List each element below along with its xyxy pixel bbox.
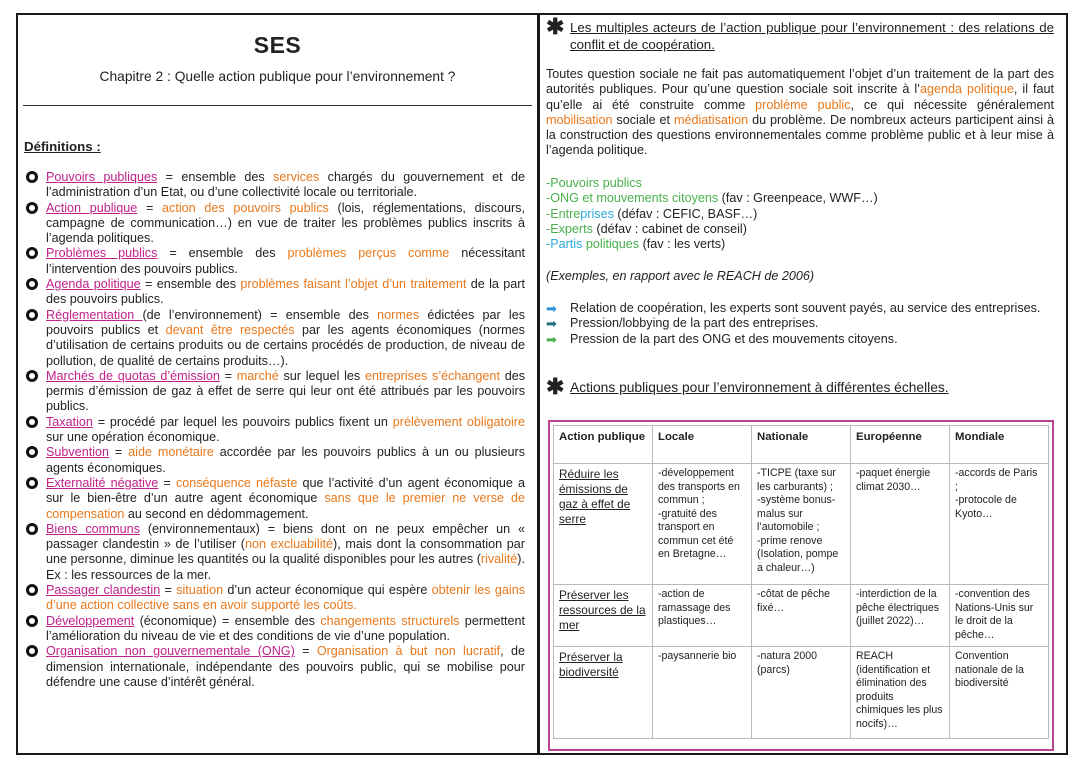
text-run: = bbox=[137, 200, 163, 215]
text-run: Organisation à but non lucratif bbox=[316, 644, 501, 659]
text-run: sur une opération économique. bbox=[46, 430, 220, 445]
page-title: SES bbox=[253, 32, 302, 58]
text-run: = bbox=[294, 644, 317, 659]
text-run: entreprises s’échangent bbox=[364, 368, 500, 383]
text-run: de la part des pouvoirs publics. bbox=[46, 277, 525, 307]
text-run: (défav : CEFIC, BASF…) bbox=[613, 206, 758, 221]
term-label: Développement bbox=[46, 613, 135, 628]
bullet-icon bbox=[26, 523, 38, 535]
text-run: -Partis bbox=[546, 237, 586, 252]
text-run: ). Ex : les ressources de la mer. bbox=[46, 552, 525, 582]
table-row-header: Réduire les émissions de gaz à effet de serre bbox=[554, 464, 653, 585]
actor-item bbox=[546, 191, 878, 206]
left-panel bbox=[16, 13, 539, 755]
actor-item bbox=[546, 222, 878, 237]
asterisk-icon: ✱ bbox=[546, 14, 565, 39]
term-label: Externalité négative bbox=[46, 475, 159, 490]
examples-note: (Exemples, en rapport avec le REACH de 2006) bbox=[546, 269, 815, 283]
definition-item bbox=[26, 415, 525, 446]
section-heading-scales bbox=[546, 374, 1054, 399]
text-run: -Entre bbox=[546, 206, 581, 221]
bullet-icon bbox=[26, 615, 38, 627]
bullet-icon bbox=[26, 171, 38, 183]
chapter-title: Chapitre 2 : Quelle action publique pour l’environnement ? bbox=[99, 69, 456, 84]
text-run: action des pouvoirs publics bbox=[162, 200, 329, 215]
arrow-right-icon: ➡ bbox=[546, 301, 557, 316]
term-label: Réglementation bbox=[46, 307, 143, 322]
definition-item bbox=[26, 445, 525, 476]
term-label: Marchés de quotas d’émission bbox=[46, 368, 220, 383]
text-run: (lois, réglementations, discours, campagne de communication…) en vue de traiter les problèmes publics inscrits à l’agenda politiques. bbox=[46, 200, 525, 246]
text-run: agenda politique bbox=[919, 82, 1014, 97]
table-body bbox=[554, 464, 1049, 739]
actions-table bbox=[553, 425, 1049, 739]
intro-paragraph bbox=[546, 67, 1054, 159]
text-run: (fav : Greenpeace, WWF…) bbox=[718, 191, 878, 206]
relations-list bbox=[546, 301, 1054, 347]
actor-item bbox=[546, 207, 878, 222]
text-run: (défav : cabinet de conseil) bbox=[592, 221, 747, 236]
text-run: = ensemble des bbox=[140, 277, 241, 292]
table-row bbox=[554, 647, 1049, 739]
table-cell: -interdiction de la pêche électriques (juillet 2022)… bbox=[851, 585, 950, 647]
text-run: au second en dédommagement. bbox=[124, 506, 309, 521]
text-run: des permis d’émission de gaz à effet de serre qui leur ont été attribués par les pouvoirs publics. bbox=[46, 368, 526, 414]
divider bbox=[23, 105, 532, 106]
asterisk-icon: ✱ bbox=[546, 374, 565, 399]
definition-item bbox=[26, 476, 525, 522]
bullet-icon bbox=[26, 584, 38, 596]
actor-item bbox=[546, 237, 878, 252]
relation-text: Pression/lobbying de la part des entreprises. bbox=[570, 316, 819, 331]
text-run: = ensemble des bbox=[157, 246, 288, 261]
bullet-icon bbox=[26, 645, 38, 657]
table-cell: REACH (identification et élimination des produits chimiques les plus nocifs)… bbox=[851, 647, 950, 739]
text-run: obtenir les gains d’une action collective sans en avoir supporté les coûts. bbox=[46, 583, 525, 613]
bullet-icon bbox=[26, 309, 38, 321]
text-run: politiques bbox=[585, 237, 640, 252]
term-label: Problèmes publics bbox=[46, 246, 158, 261]
term-label: Organisation non gouvernementale (ONG) bbox=[46, 644, 295, 659]
text-run: Toutes question sociale ne fait pas automatiquement l’objet d’un traitement de la part des autorités publiques. Pour qu’une question sociale soit inscrite à l’ bbox=[546, 67, 1054, 97]
definition-item bbox=[26, 644, 525, 690]
text-run: édictées par les pouvoirs publics et bbox=[46, 307, 525, 337]
text-run: conséquence néfaste bbox=[175, 475, 298, 490]
table-cell: -paysannerie bio bbox=[653, 647, 752, 739]
relation-item bbox=[546, 332, 1054, 347]
term-label: Subvention bbox=[46, 445, 110, 460]
table-row bbox=[554, 585, 1049, 647]
definitions-heading: Définitions : bbox=[24, 139, 101, 154]
text-run: prises bbox=[580, 206, 614, 221]
text-run: accordée par les pouvoirs publics à un ou plusieurs agents économiques. bbox=[46, 445, 526, 475]
text-run: (de l’environnement) = ensemble des bbox=[142, 307, 378, 322]
text-run: = bbox=[160, 583, 177, 598]
definition-item bbox=[26, 583, 525, 614]
table-cell: -paquet énergie climat 2030… bbox=[851, 464, 950, 585]
table-cell: -côtat de pêche fixé… bbox=[752, 585, 851, 647]
table-row bbox=[554, 464, 1049, 585]
definition-item bbox=[26, 170, 525, 201]
definition-item bbox=[26, 277, 525, 308]
table-cell: -développement des transports en commun ; -gratuité des transport en commun cet été en Bretagne… bbox=[653, 464, 752, 585]
definition-item bbox=[26, 201, 525, 247]
text-run: (fav : les verts) bbox=[639, 237, 726, 252]
text-run: -ONG et mouvements citoyens bbox=[546, 191, 719, 206]
text-run: médiatisation bbox=[673, 112, 749, 127]
text-run: = bbox=[158, 475, 176, 490]
actors-list bbox=[546, 176, 878, 252]
text-run: d’un acteur économique qui espère bbox=[223, 583, 432, 598]
table-row-header: Préserver la biodiversité bbox=[554, 647, 653, 739]
relation-item bbox=[546, 301, 1054, 316]
relation-item bbox=[546, 316, 1054, 331]
section-title: Les multiples acteurs de l’action publique pour l’environnement : des relations de conflit et de coopération. bbox=[570, 20, 1054, 52]
text-run: (économique) = ensemble des bbox=[134, 613, 321, 628]
text-run: que l’activité d’un agent économique a sur le bien-être d’un autre agent économique bbox=[46, 475, 526, 506]
text-run: situation bbox=[176, 583, 224, 598]
text-run: marché bbox=[236, 368, 279, 383]
text-run: sans que le premier ne verse de compensation bbox=[46, 491, 525, 521]
section-title: Actions publiques pour l’environnement à différentes échelles. bbox=[570, 380, 949, 395]
term-label: Pouvoirs publiques bbox=[46, 170, 158, 184]
text-run: = bbox=[109, 445, 129, 460]
text-run: = bbox=[219, 368, 237, 383]
text-run: , ce qui nécessite généralement bbox=[850, 97, 1054, 112]
text-run: ), mais dont la consommation par une personne, diminue les quantités ou la qualité disponibles pour les autres ( bbox=[46, 537, 525, 567]
text-run: aide monétaire bbox=[128, 445, 214, 460]
text-run: = procédé par lequel les pouvoirs publics fixent un bbox=[92, 414, 393, 429]
text-run: par les agents économiques (normes d’utilisation de certains produits ou de certains procédés de production, de niveau de pollution, de qualité de certains produits…). bbox=[46, 322, 525, 368]
bullet-icon bbox=[26, 278, 38, 290]
table-row-header: Préserver les ressources de la mer bbox=[554, 585, 653, 647]
table-header-row bbox=[554, 426, 1049, 464]
text-run: non excluabilité bbox=[245, 537, 333, 552]
relation-text: Pression de la part des ONG et des mouvements citoyens. bbox=[570, 331, 898, 346]
table-cell: -accords de Paris ; -protocole de Kyoto… bbox=[950, 464, 1049, 585]
term-label: Passager clandestin bbox=[46, 583, 161, 598]
relation-text: Relation de coopération, les experts sont souvent payés, au service des entreprises. bbox=[570, 301, 1041, 315]
text-run: sur lequel les bbox=[278, 368, 365, 383]
text-run: -Experts bbox=[546, 221, 593, 236]
text-run: du problème. De nombreux acteurs participent ainsi à la construction des questions environnementales comme problème public et à leur mise à l’agenda politique. bbox=[546, 112, 1054, 158]
text-run: rivalité bbox=[480, 552, 518, 567]
definition-item bbox=[26, 246, 525, 277]
table-header-cell: Mondiale bbox=[950, 426, 1049, 464]
text-run: = ensemble des bbox=[157, 170, 274, 184]
arrow-right-icon: ➡ bbox=[546, 316, 557, 332]
text-run: problèmes faisant l’objet d’un traitement bbox=[240, 277, 467, 292]
text-run: sociale et bbox=[612, 112, 674, 127]
bullet-icon bbox=[26, 446, 38, 458]
section-heading-actors bbox=[546, 14, 1054, 53]
text-run: , il faut qu’elle ai été construite comme bbox=[546, 82, 1054, 112]
bullet-icon bbox=[26, 202, 38, 214]
text-run: permettent l’amélioration du niveau de vie et des conditions de vie d’une population. bbox=[46, 613, 526, 643]
term-label: Action publique bbox=[46, 200, 138, 215]
table-header-cell: Locale bbox=[653, 426, 752, 464]
actions-table-frame bbox=[548, 420, 1054, 751]
table-header-cell: Européenne bbox=[851, 426, 950, 464]
bullet-icon bbox=[26, 477, 38, 489]
term-label: Agenda politique bbox=[46, 277, 141, 292]
definition-item bbox=[26, 308, 525, 369]
text-run: , de dimension internationale, indépendante des pouvoirs public, qui se mobilise pour défendre une cause d’intérêt général. bbox=[46, 644, 525, 689]
term-label: Biens communs bbox=[46, 521, 140, 536]
arrow-right-icon: ➡ bbox=[546, 331, 557, 347]
definition-item bbox=[26, 369, 525, 415]
table-cell: Convention nationale de la biodiversité bbox=[950, 647, 1049, 739]
text-run: -Pouvoirs publics bbox=[546, 176, 642, 190]
text-run: (environnementaux) = biens dont on ne peux empêcher un « passager clandestin » de l’utiliser ( bbox=[46, 521, 525, 552]
definition-item bbox=[26, 522, 525, 583]
actor-item bbox=[546, 176, 878, 191]
table-cell: -action de ramassage des plastiques… bbox=[653, 585, 752, 647]
table-header-cell: Nationale bbox=[752, 426, 851, 464]
term-label: Taxation bbox=[46, 414, 93, 429]
text-run: problème public bbox=[755, 97, 851, 112]
text-run: prélèvement obligatoire bbox=[392, 414, 525, 429]
text-run: mobilisation bbox=[546, 112, 613, 127]
bullet-icon bbox=[26, 416, 38, 428]
text-run: problèmes perçus comme bbox=[287, 246, 450, 261]
text-run: services bbox=[273, 170, 320, 184]
bullet-icon bbox=[26, 370, 38, 382]
definitions-list bbox=[26, 170, 525, 690]
table-header-cell: Action publique bbox=[554, 426, 653, 464]
table-cell: -TICPE (taxe sur les carburants) ; -système bonus-malus sur l’automobile ; -prime renove (Isolation, pompe a chaleur…) bbox=[752, 464, 851, 585]
table-cell: -natura 2000 (parcs) bbox=[752, 647, 851, 739]
text-run: chargés du gouvernement et de l’administration d’un Etat, ou d’une collectivité locale ou territoriale. bbox=[46, 170, 525, 200]
definition-item bbox=[26, 614, 525, 645]
text-run: devant être respectés bbox=[165, 322, 295, 337]
bullet-icon bbox=[26, 247, 38, 259]
text-run: changements structurels bbox=[320, 613, 460, 628]
text-run: nécessitant l’intervention des pouvoirs publics. bbox=[46, 246, 525, 276]
right-panel bbox=[538, 13, 1068, 755]
table-cell: -convention des Nations-Unis sur le droit de la pêche… bbox=[950, 585, 1049, 647]
text-run: normes bbox=[377, 307, 420, 322]
